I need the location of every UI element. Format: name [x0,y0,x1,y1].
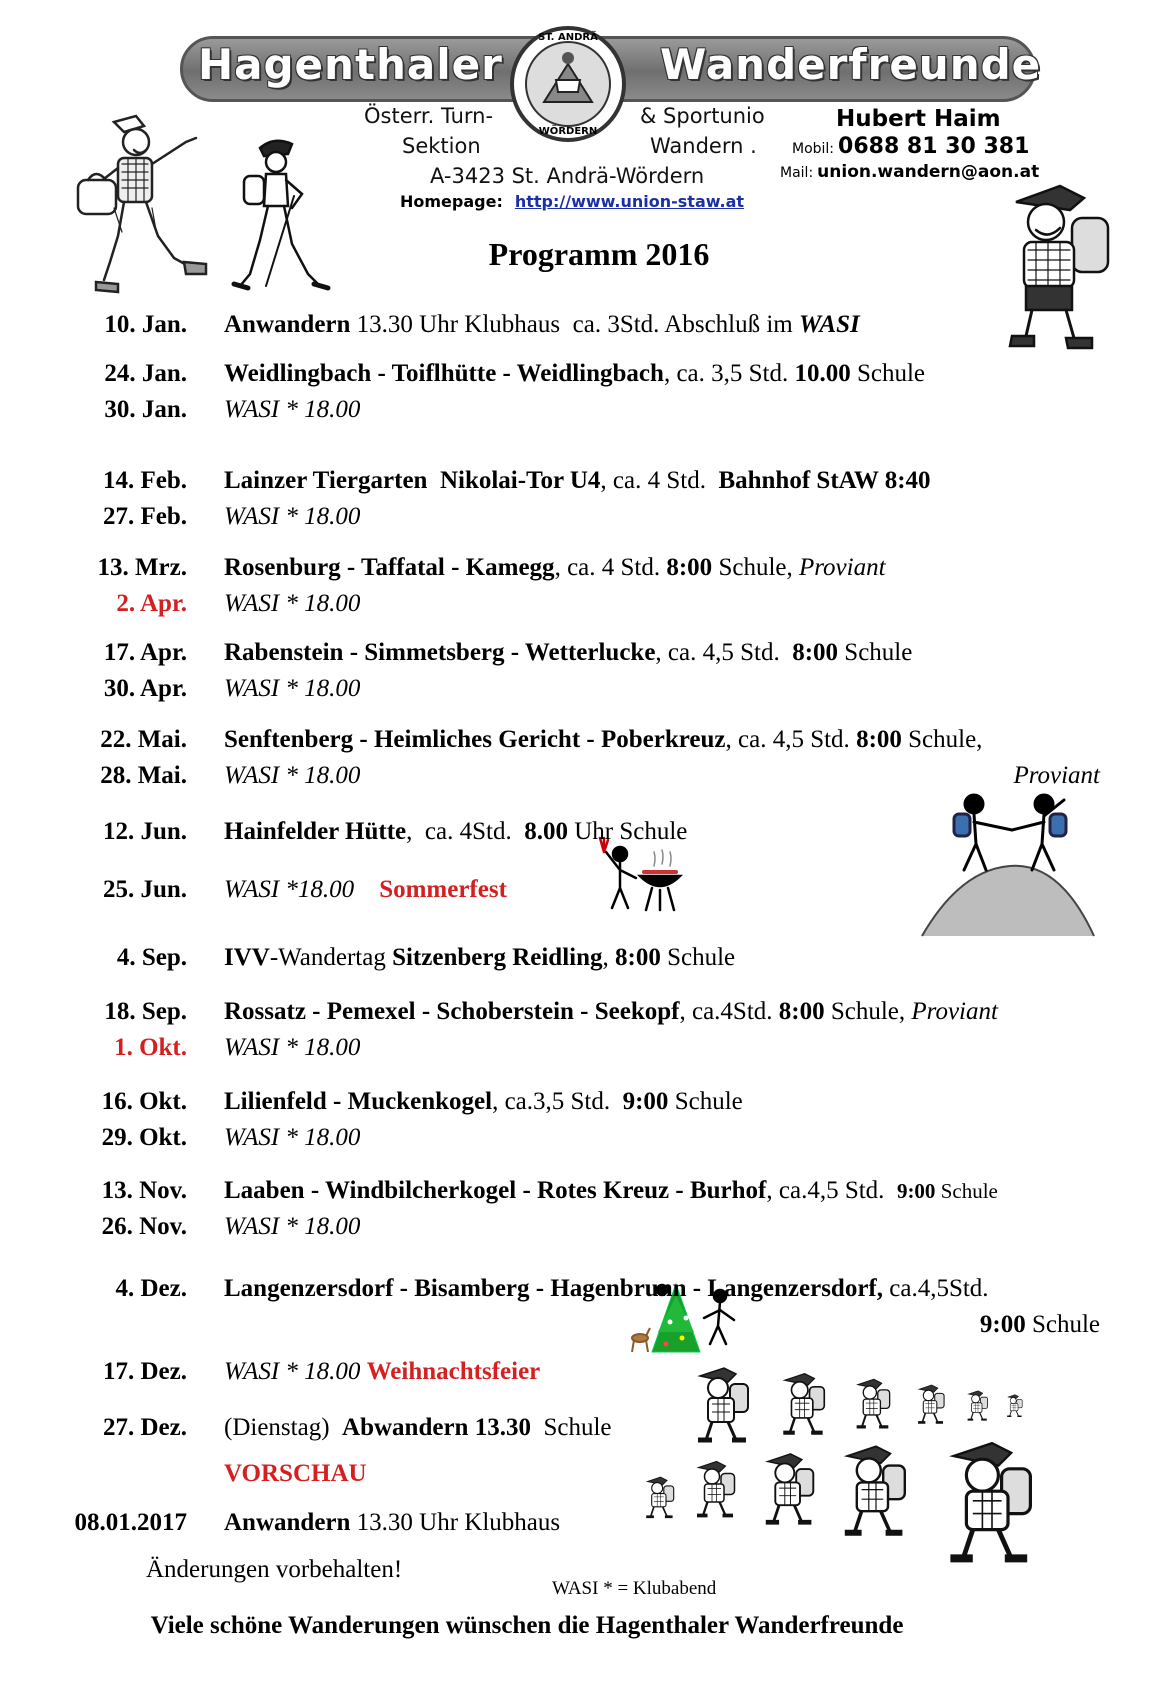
event-text: , [602,944,615,971]
woman-hiker-icon [230,136,330,296]
event-text: Bahnhof StAW 8:40 [718,467,931,494]
event-text: 8.00 [524,818,568,845]
event-text: WASI * 18.00 [224,590,361,617]
event-text: Proviant [911,998,998,1025]
event-description [224,499,360,535]
event-date: 27. Feb. [102,503,187,530]
event-text: Schule, [824,998,912,1025]
contact-mobile [792,134,1029,159]
event-text: Lainzer Tiergarten Nikolai-Tor U4 [224,467,601,494]
event-date: 10. Jan. [104,311,187,338]
schedule-row [0,671,1168,707]
event-note-right [980,1307,1100,1343]
contact-mail [780,162,1039,182]
event-description [224,635,912,671]
event-text: Schule [850,360,926,387]
event-text: Senftenberg - Heimliches Gericht - Poberkreuz [224,726,726,753]
mobile-number: 0688 81 30 381 [838,134,1030,159]
event-date: 1. Okt. [114,1034,187,1061]
event-text: Schule, [901,726,983,753]
event-date: 25. Jun. [102,876,187,903]
event-text: , ca.4Std. [679,998,779,1025]
schedule-row [0,758,1168,794]
event-description [224,356,925,392]
event-description [224,1456,367,1492]
event-text: Langenzersdorf - Bisamberg - Hagenbrunn - Langenzersdorf, [224,1275,883,1302]
event-description [224,758,360,794]
event-description [224,1173,998,1209]
event-text: , ca. 4,5 Std. [725,726,857,753]
schedule-row [0,499,1168,535]
event-date: 13. Mrz. [97,554,187,581]
event-text: VORSCHAU [224,1460,367,1487]
event-text: WASI * 18.00 [224,1358,361,1385]
event-description [224,722,982,758]
event-date: 30. Apr. [103,675,187,702]
closing-line: Viele schöne Wanderungen wünschen die Hagenthaler Wanderfreunde [150,1612,904,1639]
event-description [224,1410,612,1446]
schedule-row [0,1307,1168,1343]
event-time: 9:00 [979,1311,1026,1338]
org-line1-left: Österr. Turn- [364,104,494,128]
event-text: WASI * 18.00 [224,503,361,530]
event-text: WASI * 18.00 [224,1124,361,1151]
event-date: 27. Dez. [103,1414,187,1441]
event-text: Schule [660,944,736,971]
event-date: 4. Dez. [115,1275,187,1302]
event-text: Rosenburg - Taffatal - Kamegg [224,554,555,581]
event-description [224,814,687,850]
club-emblem-icon [508,24,628,144]
event-text: Proviant [798,554,886,581]
event-text: ca.4,5Std. [883,1275,989,1302]
org-line2-right: Wandern . [650,134,757,158]
event-text: Abwandern 13.30 [342,1414,531,1441]
org-line2-left: Sektion [402,134,481,158]
changes-note: Änderungen vorbehalten! [146,1556,403,1583]
event-text: Rabenstein - Simmetsberg - Wetterlucke [224,639,656,666]
event-description [224,586,360,622]
event-text [354,876,379,903]
schedule-row [0,1084,1168,1120]
schedule-row [0,1410,1168,1446]
event-text: 8:00 [666,554,713,581]
event-description [224,1209,360,1245]
event-date: 18. Sep. [104,998,187,1025]
event-date: 14. Feb. [102,467,187,494]
event-text: 9:00 [896,1179,936,1203]
org-line1-right: & Sportunio [640,104,765,128]
event-text: Weidlingbach - Toiflhütte - Weidlingbach [224,360,664,387]
schedule-row [0,1354,1168,1390]
schedule-row [0,550,1168,586]
banner-right-text: Wanderfreunde [660,40,1042,89]
event-note-text: Schule [1025,1311,1100,1338]
event-description [224,1354,540,1390]
emblem-text-top: ST. ANDRÄ [538,32,598,43]
event-date: 17. Apr. [103,639,187,666]
event-date: 29. Okt. [101,1124,187,1151]
event-text: , ca.4,5 Std. [766,1177,897,1204]
two-hikers-on-hill-icon [920,790,1100,940]
event-description [224,550,886,586]
schedule-row [0,392,1168,428]
event-text: Sommerfest [379,876,507,903]
event-description [224,1030,360,1066]
event-text: , ca.3,5 Std. [492,1088,623,1115]
schedule-row [0,1209,1168,1245]
schedule-row [0,635,1168,671]
event-text: WASI * 18.00 [224,1034,361,1061]
event-date: 26. Nov. [101,1213,187,1240]
event-text: WASI * 18.00 [224,675,361,702]
homepage-link[interactable]: http://www.union-staw.at [514,192,745,211]
emblem-text-bottom: WÖRDERN [538,126,598,137]
homepage-line [400,192,744,212]
event-date: 24. Jan. [104,360,187,387]
event-text: 10.00 [794,360,851,387]
event-date: 30. Jan. [104,396,187,423]
event-description [224,1120,360,1156]
event-date: 13. Nov. [101,1177,187,1204]
banner-left-text: Hagenthaler [198,40,503,89]
event-text: 13.30 Uhr Klubhaus [350,1509,561,1536]
event-date: 17. Dez. [103,1358,187,1385]
event-text: , ca. 3,5 Std. [663,360,795,387]
event-text: Weihnachtsfeier [366,1358,541,1385]
event-text: WASI *18.00 [224,876,355,903]
event-description [224,872,507,908]
schedule-row [0,1120,1168,1156]
schedule-row [0,586,1168,622]
event-text: Schule [838,639,913,666]
event-text: Hainfelder Hütte [224,818,407,845]
event-description [224,940,735,976]
event-text: , ca. 4,5 Std. [655,639,793,666]
address: A-3423 St. Andrä-Wördern [430,164,705,188]
event-text: WASI * 18.00 [224,396,361,423]
event-note-text: Proviant [1013,762,1100,789]
event-text: 9:00 [622,1088,669,1115]
event-note-right [1013,758,1100,794]
schedule-row [0,994,1168,1030]
schedule-row [0,1271,1168,1307]
event-date: 4. Sep. [116,944,187,971]
schedule-row [0,356,1168,392]
event-date: 08.01.2017 [74,1509,187,1536]
event-text: WASI * 18.00 [224,762,361,789]
event-date: 12. Jun. [102,818,187,845]
schedule-row [0,1030,1168,1066]
event-text: Anwandern [224,1509,351,1536]
schedule-row [0,940,1168,976]
mail-address[interactable]: union.wandern@aon.at [817,162,1040,182]
wasi-legend: WASI * = Klubabend [552,1578,717,1599]
event-text: 8:00 [615,944,661,971]
event-description [224,994,998,1030]
schedule-row [0,1505,1168,1541]
event-text: WASI * 18.00 [224,1213,361,1240]
event-text: Uhr Schule [567,818,688,845]
schedule-row [0,872,1168,908]
event-date: 16. Okt. [101,1088,187,1115]
event-text: IVV [224,944,270,971]
event-description [224,307,860,343]
event-text: (Dienstag) [224,1414,343,1441]
event-description [224,463,931,499]
schedule-row [0,463,1168,499]
homepage-label: Homepage: [400,192,503,211]
event-date: 22. Mai. [100,726,187,753]
schedule-row [0,307,1168,343]
event-description [224,671,360,707]
mobile-label: Mobil: [792,141,835,157]
schedule-row [0,1456,1168,1492]
event-text: 13.30 Uhr Klubhaus ca. 3Std. Abschluß im [350,311,800,338]
event-text: Schule [935,1179,998,1203]
event-text: Laaben - Windbilcherkogel - Rotes Kreuz - Burhof [224,1177,767,1204]
event-description [224,392,360,428]
page-title: Programm 2016 [488,236,710,272]
event-text: , ca. 4 Std. [554,554,667,581]
event-text: 8:00 [792,639,839,666]
event-description [224,1505,560,1541]
event-date: 28. Mai. [100,762,187,789]
event-text: Anwandern [224,311,351,338]
event-text: WASI [799,311,860,338]
event-text: Rossatz - Pemexel - Schoberstein - Seekopf [224,998,680,1025]
event-text: -Wandertag [269,944,393,971]
event-text: Schule, [712,554,799,581]
event-text: Schule [530,1414,612,1441]
schedule-row [0,814,1168,850]
event-text: , ca. 4Std. [406,818,525,845]
schedule-row [0,722,1168,758]
event-text: Schule [668,1088,743,1115]
event-text: 8:00 [778,998,825,1025]
event-date: 2. Apr. [116,590,187,617]
schedule-row [0,1173,1168,1209]
mail-label: Mail: [780,165,814,181]
hiker-with-bag-icon [74,112,214,298]
event-text: , ca. 4 Std. [600,467,719,494]
event-description [224,1271,989,1307]
contact-name: Hubert Haim [836,106,1001,132]
event-text: 8:00 [856,726,902,753]
event-description [224,1084,743,1120]
event-text: Lilienfeld - Muckenkogel [224,1088,493,1115]
event-text: Sitzenberg Reidling [392,944,603,971]
